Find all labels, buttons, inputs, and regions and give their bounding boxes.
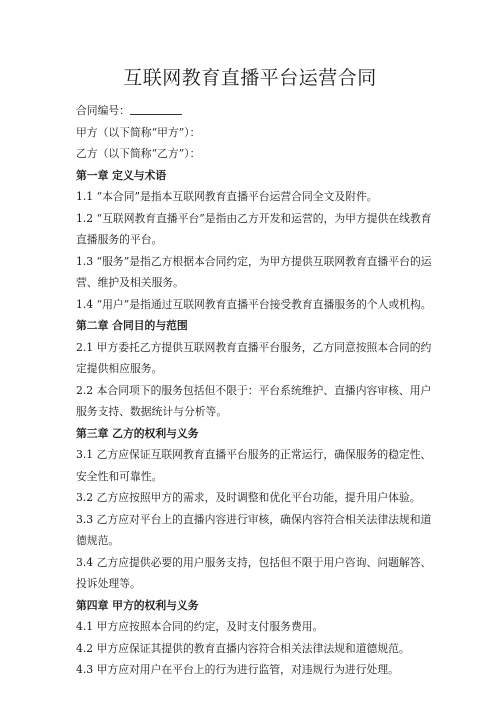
clause-1-2: 1.2 “互联网教育直播平台”是指由乙方开发和运营的，为甲方提供在线教育直播服务的平台。 [76,211,432,246]
chapter-3-heading: 第三章 乙方的权利与义务 [76,426,199,440]
clause-3-1: 3.1 乙方应保证互联网教育直播平台服务的正常运行，确保服务的稳定性、安全性和可靠性。 [76,448,432,483]
party-b-field: 乙方（以下简称“乙方”）： [76,147,201,160]
clause-1-1: 1.1 “本合同”是指本互联网教育直播平台运营合同全文及附件。 [76,190,378,203]
chapter-2-heading: 第二章 合同目的与范围 [76,319,188,332]
contract-number-field [76,100,432,122]
clause-2-1: 2.1 甲方委托乙方提供互联网教育直播平台服务，乙方同意按照本合同的约定提供相应服务。 [76,340,432,375]
clause-1-4: 1.4 “用户”是指通过互联网教育直播平台接受教育直播服务的个人或机构。 [76,297,432,311]
contract-number-label: 合同编号： [76,104,130,117]
party-a-field: 甲方（以下简称“甲方”）： [76,125,201,139]
clause-1-3: 1.3 “服务”是指乙方根据本合同约定，为甲方提供互联网教育直播平台的运营、维护及相关服务。 [76,254,432,289]
clause-4-1: 4.1 甲方应按照本合同的约定，及时支付服务费用。 [76,620,324,633]
clause-3-3: 3.3 乙方应对平台上的直播内容进行审核，确保内容符合相关法律法规和道德规范。 [76,512,432,547]
clause-2-2: 2.2 本合同项下的服务包括但不限于：平台系统维护、直播内容审核、用户服务支持、数据统计与分析等。 [76,383,432,418]
chapter-1-heading: 第一章 定义与术语 [76,168,167,182]
clause-3-2: 3.2 乙方应按照甲方的需求，及时调整和优化平台功能，提升用户体验。 [76,491,421,504]
contract-number-blank [130,103,182,115]
clause-4-3: 4.3 甲方应对用户在平台上的行为进行监管，对违规行为进行处理。 [76,663,399,676]
clause-3-4: 3.4 乙方应提供必要的用户服务支持，包括但不限于用户咨询、问题解答、投诉处理等。 [76,555,432,590]
document-body [76,100,432,681]
clause-4-2: 4.2 甲方应保证其提供的教育直播内容符合相关法律法规和道德规范。 [76,641,410,655]
document-title: 互联网教育直播平台运营合同 [123,67,377,89]
chapter-4-heading: 第四章 甲方的权利与义务 [76,598,199,612]
